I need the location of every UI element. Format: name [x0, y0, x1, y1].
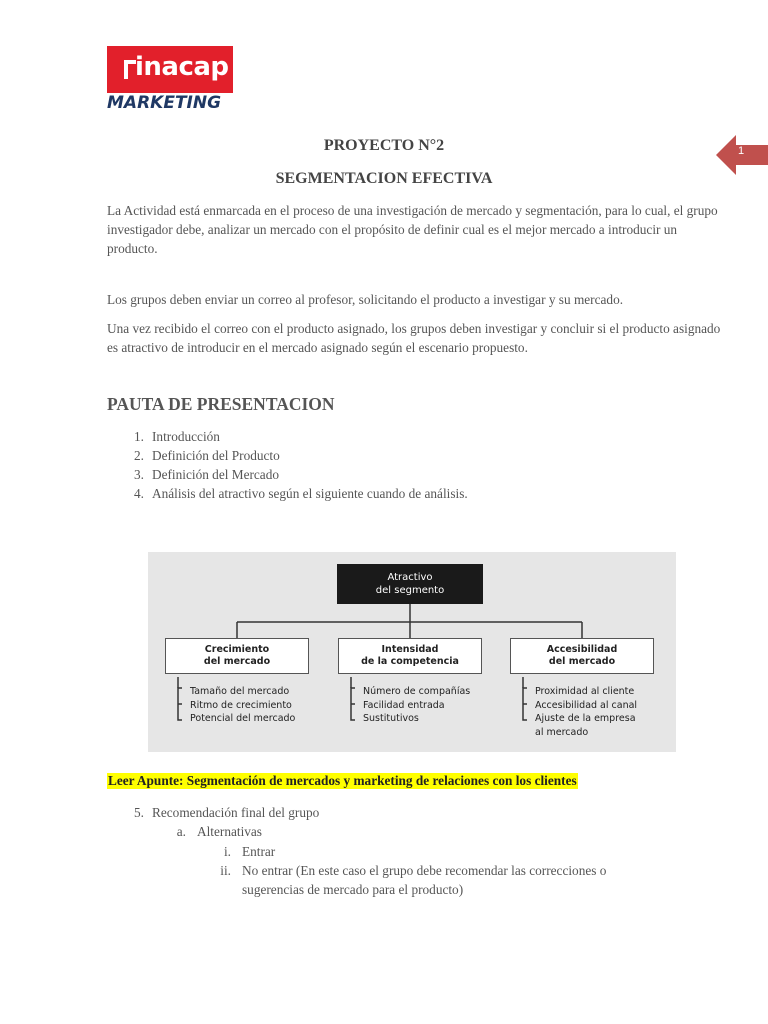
list-item-number: 3.	[134, 467, 144, 482]
list-item-number: 2.	[134, 448, 144, 463]
list-item-text: Recomendación final del grupo	[152, 805, 320, 820]
box-line1: Crecimiento	[204, 644, 270, 655]
highlighted-reading-note: Leer Apunte: Segmentación de mercados y marketing de relaciones con los clientes	[108, 773, 577, 788]
sublist-letter: a.	[176, 824, 186, 839]
document-title: PROYECTO N°2	[323, 137, 445, 154]
subsublist-text-continued: sugerencias de mercado para el producto)	[242, 882, 464, 897]
diagram-item: Ritmo de crecimiento	[190, 699, 292, 711]
diagram-box-accessibility	[510, 638, 654, 674]
document-subtitle: SEGMENTACION EFECTIVA	[275, 170, 493, 187]
section-heading: PAUTA DE PRESENTACION	[107, 394, 335, 414]
accessibility-items	[535, 685, 637, 739]
assignment-paragraph: Una vez recibido el correo con el producto asignado, los grupos deben investigar y concluir si el producto asignado es atractivo de introducir en el mercado asignado según el escenario propuesto.	[107, 321, 721, 355]
box-line1: Accesibilidad	[546, 644, 618, 655]
diagram-top-line2: del segmento	[375, 585, 445, 596]
logo-text: inacap	[135, 52, 229, 82]
box-line1: Intensidad	[381, 644, 439, 655]
diagram-item: al mercado	[535, 726, 589, 738]
diagram-item: Facilidad entrada	[363, 699, 445, 711]
header-subtitle: MARKETING	[107, 93, 222, 113]
subsublist-text: Entrar	[242, 844, 276, 859]
box-line2: del mercado	[548, 656, 616, 667]
segment-attractiveness-diagram	[148, 552, 676, 752]
diagram-item: Número de compañías	[363, 686, 471, 697]
list-item-number: 4.	[134, 486, 144, 501]
diagram-top-box	[337, 564, 483, 604]
diagram-item: Potencial del mercado	[190, 713, 296, 724]
competition-items	[363, 685, 470, 726]
diagram-item: Tamaño del mercado	[190, 686, 290, 697]
list-item-text: Introducción	[152, 429, 220, 444]
diagram-item: Ajuste de la empresa	[535, 713, 636, 724]
list-item-text: Definición del Producto	[152, 448, 280, 463]
box-line2: del mercado	[203, 656, 271, 667]
instruction-paragraph: Los grupos deben enviar un correo al profesor, solicitando el producto a investigar y su mercado.	[107, 292, 624, 307]
diagram-item: Proximidad al cliente	[535, 686, 635, 697]
diagram-box-growth	[165, 638, 309, 674]
growth-items	[190, 685, 295, 726]
page-number: 1	[738, 145, 745, 157]
subsublist-roman: i.	[223, 844, 231, 859]
diagram-box-competition	[338, 638, 482, 674]
subsublist-roman: ii.	[220, 863, 231, 878]
box-line2: de la competencia	[361, 656, 459, 667]
list-item-text: Análisis del atractivo según el siguiente cuando de análisis.	[152, 486, 468, 501]
list-item-text: Definición del Mercado	[152, 467, 280, 482]
list-item-number: 1.	[134, 429, 144, 444]
intro-paragraph: La Actividad está enmarcada en el proceso de una investigación de mercado y segmentación, para lo cual, el grupo investigador debe, analizar un mercado con el propósito de definir cual es el mejor mercado a introducir un producto.	[107, 203, 718, 256]
subsublist-text: No entrar (En este caso el grupo debe recomendar las correcciones o	[242, 863, 607, 878]
diagram-top-line1: Atractivo	[387, 572, 433, 583]
diagram-item: Sustitutivos	[363, 713, 419, 724]
list-item-number: 5.	[134, 805, 144, 820]
sublist-text: Alternativas	[197, 824, 262, 839]
inacap-logo	[107, 46, 233, 93]
diagram-item: Accesibilidad al canal	[535, 699, 638, 711]
